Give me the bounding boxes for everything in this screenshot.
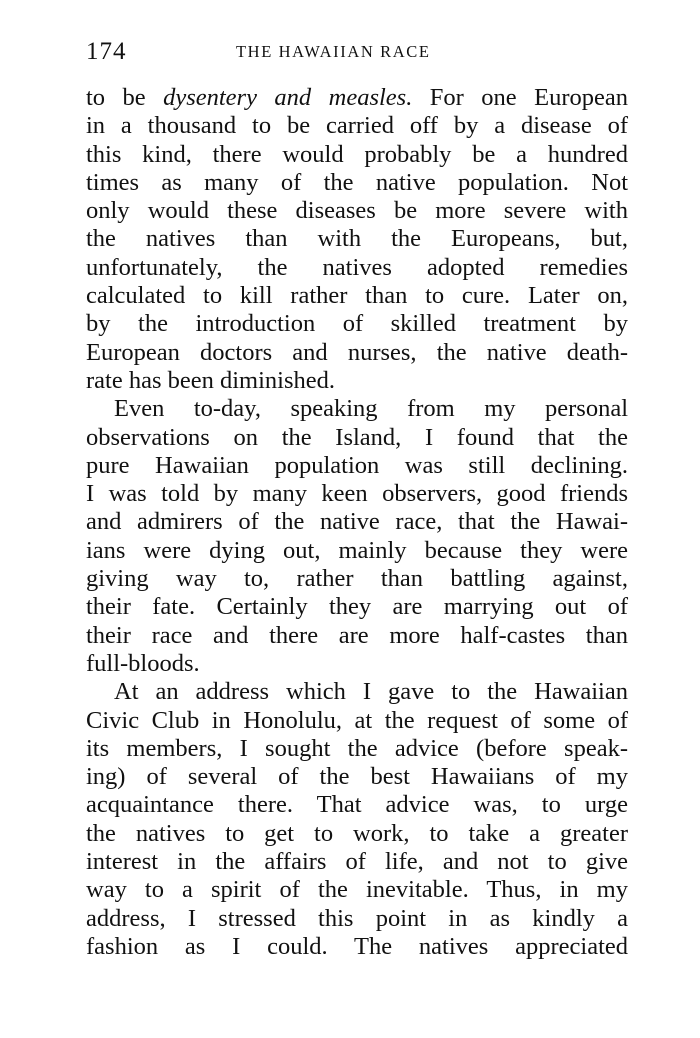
text-line: Civic Club in Honolulu, at the request of some of: [86, 706, 628, 734]
text-line: giving way to, rather than battling against,: [86, 565, 628, 593]
text-line: ians were dying out, mainly because they were: [86, 536, 628, 564]
text-line: unfortunately, the natives adopted remedies: [86, 253, 628, 281]
text-line: observations on the Island, I found that the: [86, 423, 628, 451]
text-line: in a thousand to be carried off by a disease of: [86, 112, 628, 140]
page-header: [86, 36, 628, 68]
italic-phrase: dysentery and measles.: [163, 84, 413, 111]
text-line: I was told by many keen observers, good friends: [86, 480, 628, 508]
text-line: fashion as I could. The natives appreciated: [86, 932, 628, 960]
text-line: by the introduction of skilled treatment by: [86, 310, 628, 338]
text-line: the natives than with the Europeans, but,: [86, 225, 628, 253]
paragraph: [86, 678, 628, 961]
text-line: calculated to kill rather than to cure. Later on,: [86, 282, 628, 310]
text-line: only would these diseases be more severe with: [86, 197, 628, 225]
text-line: Even to-day, speaking from my personal: [114, 395, 628, 423]
text-line: rate has been diminished.: [86, 366, 336, 394]
paragraph: [86, 395, 628, 678]
text-line: their fate. Certainly they are marrying out of: [86, 593, 628, 621]
body-text: [86, 84, 628, 961]
text-line: to be dysentery and measles. For one European: [86, 84, 628, 111]
text-line: and admirers of the native race, that the Hawai-: [86, 508, 628, 536]
text-line: At an address which I gave to the Hawaiian: [114, 678, 628, 706]
text-line: times as many of the native population. Not: [86, 168, 628, 196]
text-line: acquaintance there. That advice was, to urge: [86, 791, 628, 819]
text-line: way to a spirit of the inevitable. Thus, in my: [86, 876, 628, 904]
text-line: ing) of several of the best Hawaiians of my: [86, 763, 628, 791]
text-line: full-bloods.: [86, 649, 200, 677]
paragraph: [86, 84, 628, 395]
text-line: their race and there are more half-castes than: [86, 621, 628, 649]
text-line: the natives to get to work, to take a greater: [86, 819, 628, 847]
running-title: THE HAWAIIAN RACE: [236, 42, 431, 61]
text-line: address, I stressed this point in as kindly a: [86, 904, 628, 932]
text-line: this kind, there would probably be a hundred: [86, 140, 628, 168]
text-line: interest in the affairs of life, and not to give: [86, 848, 628, 876]
page-number: 174: [86, 38, 127, 65]
text-line: European doctors and nurses, the native death-: [86, 338, 628, 366]
text-line: its members, I sought the advice (before speak-: [86, 734, 628, 762]
text-line: pure Hawaiian population was still declining.: [86, 451, 628, 479]
